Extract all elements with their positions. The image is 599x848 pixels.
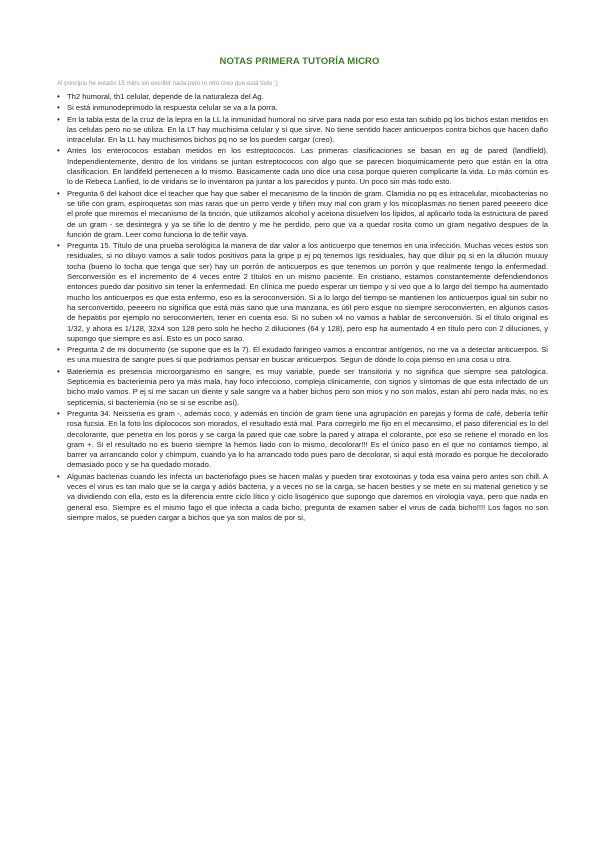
note-item xyxy=(57,409,548,471)
note-text: • Si está inmunodeprimodo la respuesta celular se va a la porra. xyxy=(67,103,278,113)
note-item xyxy=(57,115,548,146)
note-item xyxy=(57,241,548,344)
note-item xyxy=(57,367,548,408)
note-item xyxy=(57,472,548,523)
intro-note: Al principio he estado 15 mins sin escribir nada pero lo otro creo que está todo :) xyxy=(57,80,278,87)
note-text: • Algunas bacterias cuando les infecta un bacteriofago pues se hacen malas y pueden tirar exotoxinas y toda esa vaina pero antes son chill. A veces el virus es tan malo que se la carga y adiós bacteria, y a veces no se la carga, se hacen besties y se mete en su material genetico y se va dividiendo con ella, esto es la diferencia entre ciclo lítico y ciclo lisogénico que supongo que daremos en virología vaya, pero que nada en general eso. Siempre es el mismo fago el que infecta a cada bicho, pregunta de examen saber el virus de cada bicho!!!! Los fagos no son siempre malos, se pueden cargar a bichos que ya son malos de por si, xyxy=(67,471,548,522)
note-text: • Pregunta 15. Título de una prueba serológica la manera de dar valor a los anticuerpo que tenemos en una infección. Muchas veces estos son residuales, si no diluyo vamos a salir todos positivos para la gripe p ej pq tenemos Igs residuales, hay que diluir pq si en la dilución muuuy tocha (bueno lo tocha que tenga que ser) hay un porrón de anticuerpos es que tenemos un porrón y que realmente tengo la enfermedad. Serconversión es el incremento de 4 veces entre 2 títulos en un mismo paciente. En cristiano, estamos constantemente defendiendonos entonces puedo dar positivo sin tener la enfermedad. En clínica me puedo esperar un tiempo y si veo que a lo largo del tiempo ha aumentado mucho los anticuerpos es que esta enfermo, eso es la seroconversión. Si a lo largo del tiempo se mantienen los anticuerpos igual sin subir no ha serconvertido, peeeero no significa que está más sano que una manzana, es útil pero esque no siempre seroconvierten, en algunos casos de hepatitis por ejemplo no seroconvierten, tener en cuenta eso. Si no suben x4 no vamos a hablar de serconversión. Si el título original es 1/32, y ahora es 1/128, 32x4 son 128 pero solo he hecho 2 diluciones (64 y 128), pero esp ha aumentado 4 en título pero con 2 diluciones, y supongo que siempre es así. Esto es un poco sarao. xyxy=(67,241,548,343)
note-item xyxy=(57,92,548,102)
note-text: • Antes los enterococos estaban metidos en los estreptococos. Las primeras clasificaciones se basan en ag de pared (landfield). Independientemente, dentro de los viridans se juntan estreptococos con algo que se parecen bioquimicamente pero que están en la otra clasificacion. En landifeld pertenecen a lo mismo. Basicamente cada uno dice una cosa porque quieren complicarte la vida. Lo más común es lo de Rebeca Lanfied, lo de viridans se lo inventaron pa juntar a los parecidos y punto. Un poco sin más todo esto. xyxy=(67,146,548,187)
note-item xyxy=(57,189,548,240)
document-title: NOTAS PRIMERA TUTORÍA MICRO xyxy=(219,56,380,67)
note-text: • Pregunta 34. Neisseria es gram -, además coco, y además en tinción de gram tiene una agrupación en parejas y forma de café, debería teñir rosa fucsia. En la foto los diplococos son morados, el resultado está mal. Para corregirlo me fijo en el mecansimo, el paso diferencial es lo del decolorante, que penetra en los poros y se carga la pared que cae sobre la pared y atrapa el colorante, por eso se retiene el morado en los gram +. Si el resultado no es bueno siempre la hemos liado con lo mismo, decolorar!!! Es el único paso en el que no contamos tiempo, al barrer va arrancando color y chimpum, cuando ya lo ha arrancado todo pues paro de decolorar, si aquí está morado es porque he decolorado demasiado poco y se ha quedado morado. xyxy=(67,408,548,470)
note-text: • Th2 humoral, th1 celular, depende de la naturaleza del Ag. xyxy=(67,92,264,101)
notes-list xyxy=(57,92,548,524)
note-item xyxy=(57,146,548,187)
note-text: • Pregunta 6 del kahoot dice el teacher que hay que saber el mecanismo de la tinción de gram. Clamidia no pq es intracelular, micobacterias no se tiñe con gram, espiroquetas son mas raras que un perro verde y tiñen muy mal con gram y los micoplasmas no tienen pared peeeero dice el profe que miremos el mecanismo de la tinción, que utilizamos alcohol y acetona disuelven los lípidos, al aplicarlo toda la estructura de pared de un gram - se desintegra y ya se tiñe lo de dentro y me he perdido, pero que va a quedar rosita como un gram negativo despues de la función de gram. Leer como funciona lo de teñir vaya. xyxy=(67,188,548,239)
note-text: • Pregunta 2 de mi documento (se supone que es la 7). El exudado faringeo vamos a encontrar antígenos, no me va a detectar anticuerpos. Si es una muestra de sangre pues si que podriamos pensar en buscar anticuerpos. Segun de dónde lo coja pienso en una cosa u otra. xyxy=(67,345,548,365)
note-text: • En la tabla esta de la cruz de la lepra en la LL la inmunidad humoral no sirve para nada por eso esta tan subido pq los bichos estan metidos en las celulas pero no se utiliza. En la LT hay muchisima celular y sí que sirve. No tiene sentido hacer anticuerpos contra bichos que hacen daño intracelular. En la LL hay muchisimos bichos pq no se los pueden cargar (creo). xyxy=(67,114,548,145)
note-item xyxy=(57,103,548,113)
note-item xyxy=(57,345,548,366)
note-text: • Bateriemia es presencia microorganismo en sangre, es muy variable, puede ser transitoria y no significa que siempre sea patologica. Septicemia es bacteriemia pero ya más mala, hay foco infeccioso, compleja clinicamente, con signos y síntomas de que esta infectado de un bicho malo vamos. P ej si me sacan un diente y sale sangre va a haber bichos pero son mios y no son malos, estan ahí pero nada más, no es septicemia, sí bacteriemia (no se si se escribe así). xyxy=(67,366,548,407)
